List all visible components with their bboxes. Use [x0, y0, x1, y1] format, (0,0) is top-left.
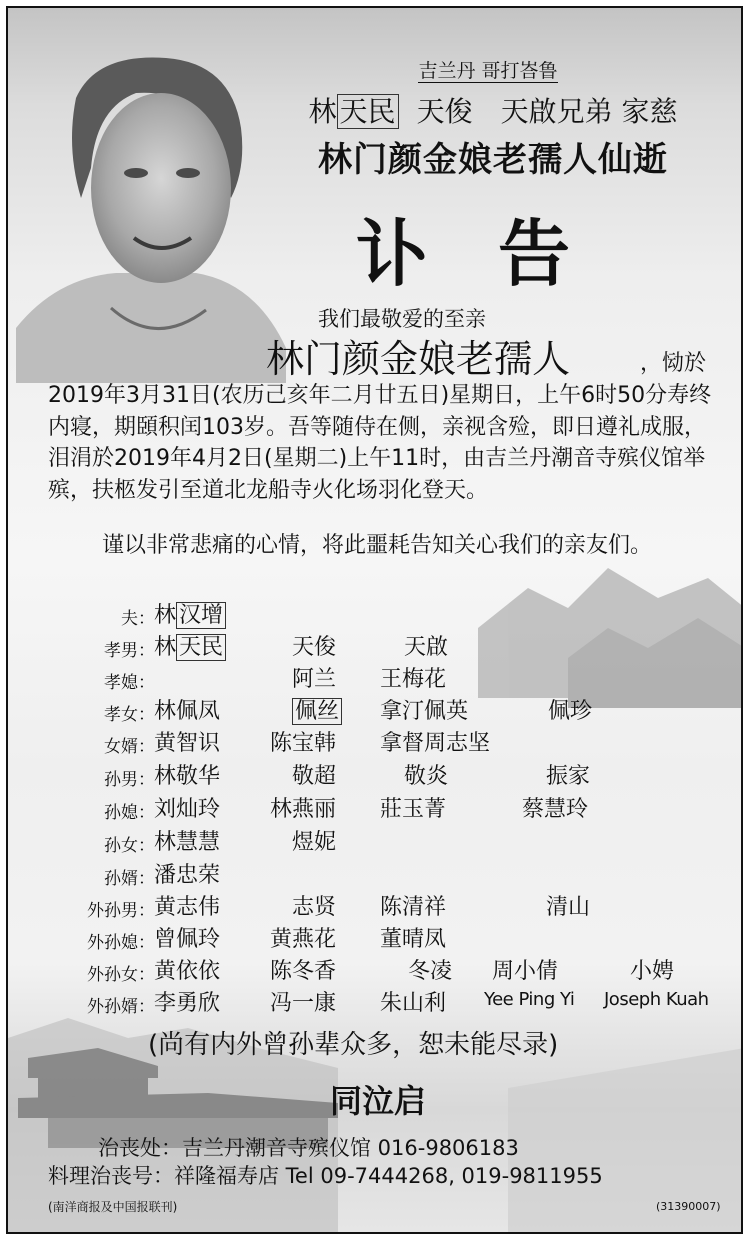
family-member-name: 敬超: [292, 764, 337, 789]
sons-line: [263, 90, 723, 130]
family-role: 孝媳：: [104, 673, 155, 693]
obituary-ad: [6, 6, 743, 1234]
family-row: [8, 662, 743, 694]
family-member-name: 莊玉菁: [380, 797, 447, 822]
family-member-name: 王梅花: [380, 667, 447, 692]
family-member-name: 佩丝: [292, 694, 342, 725]
family-role: 夫：: [121, 609, 155, 629]
family-member-name: 小娉: [630, 959, 675, 984]
family-role: 孝女：: [104, 705, 155, 725]
family-row: [8, 694, 743, 726]
family-role: 孙婿：: [104, 869, 155, 889]
family-member-name: 陈宝韩: [270, 731, 337, 756]
family-member-name: 天啟: [404, 635, 449, 660]
deceased-name: 林门颜金娘老孺人: [266, 337, 571, 381]
family-row: [8, 759, 743, 791]
publication-source: (南洋商报及中国报联刊): [48, 1200, 178, 1214]
family-member-name: 周小倩: [492, 959, 559, 984]
family-row: [8, 858, 743, 890]
family-row: [8, 986, 743, 1018]
family-role: 孝男：: [104, 641, 155, 661]
family-member-name: 佩珍: [548, 699, 593, 724]
funeral-service: 料理治丧号：祥隆福寿店 Tel 09-7444268, 019-9811955: [48, 1164, 603, 1188]
family-role: 外孙女：: [87, 965, 155, 985]
region-label: 吉兰丹 哥打峇鲁: [418, 60, 558, 82]
family-member-name: 曾佩玲: [154, 927, 221, 952]
sons-prefix: 林: [308, 95, 337, 128]
headline: 林门颜金娘老孺人仙逝: [318, 140, 668, 180]
announcement-paragraph: 2019年3月31日(农历己亥年二月廿五日)星期日，上午6时50分寿终内寝，期頣积闰103岁。吾等随侍在侧，亲视含殓，即日遵礼成服，泪涓於2019年4月2日(星期二)上午11时，由吉兰丹潮音寺殡仪馆举殡，扶柩发引至道北龙船寺火化场羽化登天。: [48, 383, 712, 503]
family-member-name: 蔡慧玲: [522, 797, 589, 822]
family-member-name: 林 天民: [154, 630, 226, 661]
family-role: 孙男：: [104, 770, 155, 790]
family-role: 外孙男：: [87, 901, 155, 921]
family-member-name: 林 汉增: [154, 598, 226, 629]
family-member-name: 敬炎: [404, 764, 449, 789]
family-member-name: 李勇欣: [154, 991, 221, 1016]
family-member-name: 刘灿玲: [154, 797, 221, 822]
family-role: 孙媳：: [104, 803, 155, 823]
family-member-name: 拿汀佩英: [380, 699, 469, 724]
family-member-name: 冯一康: [270, 991, 337, 1016]
family-member-name: Yee Ping Yi: [484, 989, 575, 1010]
deceased-name-suffix: ，恸於: [640, 351, 707, 376]
family-member-name: 林慧慧: [154, 830, 221, 855]
family-member-name: Joseph Kuah: [604, 989, 709, 1010]
family-member-name: 陈冬香: [270, 959, 337, 984]
family-member-name: 林燕丽: [270, 797, 337, 822]
family-row: [8, 630, 743, 662]
family-role: 外孙婿：: [87, 997, 155, 1017]
family-member-name: 振家: [546, 764, 591, 789]
intro-text: 我们最敬爱的至亲: [318, 307, 486, 331]
family-member-name: 林敬华: [154, 764, 221, 789]
sons-boxed-name: 天民: [337, 94, 399, 129]
family-member-name: 冬凌: [408, 959, 453, 984]
family-row: [8, 890, 743, 922]
family-member-name: 天俊: [292, 635, 337, 660]
family-row: [8, 825, 743, 857]
family-row: [8, 726, 743, 758]
family-row: [8, 792, 743, 824]
family-row: [8, 598, 743, 630]
family-member-name: 陈清祥: [380, 895, 447, 920]
sons-rest: 天俊 天啟兄弟 家慈: [416, 95, 678, 128]
family-member-name: 朱山利: [380, 991, 447, 1016]
descendants-note: (尚有内外曾孙辈众多，恕未能尽录): [148, 1030, 559, 1060]
family-member-name: 黄依依: [154, 959, 221, 984]
obituary-title: 讣告: [355, 211, 640, 296]
family-role: 孙女：: [104, 836, 155, 856]
family-member-name: 林佩凤: [154, 699, 221, 724]
family-member-name: 黄智识: [154, 731, 221, 756]
closing-paragraph: 谨以非常悲痛的心情，将此噩耗告知关心我们的亲友们。: [102, 533, 653, 558]
deceased-portrait: [16, 48, 286, 383]
family-member-name: 董晴凤: [380, 927, 447, 952]
family-role: 外孙媳：: [87, 933, 155, 953]
family-member-name: 志贤: [292, 895, 337, 920]
family-member-name: 煜妮: [292, 830, 337, 855]
funeral-office: 治丧处：吉兰丹潮音寺殡仪馆 016-9806183: [98, 1136, 519, 1160]
family-member-name: 黄志伟: [154, 895, 221, 920]
family-member-name: 拿督周志坚: [380, 731, 491, 756]
family-member-name: 黄燕花: [270, 927, 337, 952]
family-row: [8, 922, 743, 954]
family-row: [8, 954, 743, 986]
ad-code: (31390007): [656, 1200, 721, 1213]
family-member-name: 潘忠荣: [154, 863, 221, 888]
family-role: 女婿：: [104, 737, 155, 757]
family-member-name: 清山: [546, 895, 591, 920]
signature: 同泣启: [330, 1082, 427, 1120]
family-member-name: 阿兰: [292, 667, 337, 692]
